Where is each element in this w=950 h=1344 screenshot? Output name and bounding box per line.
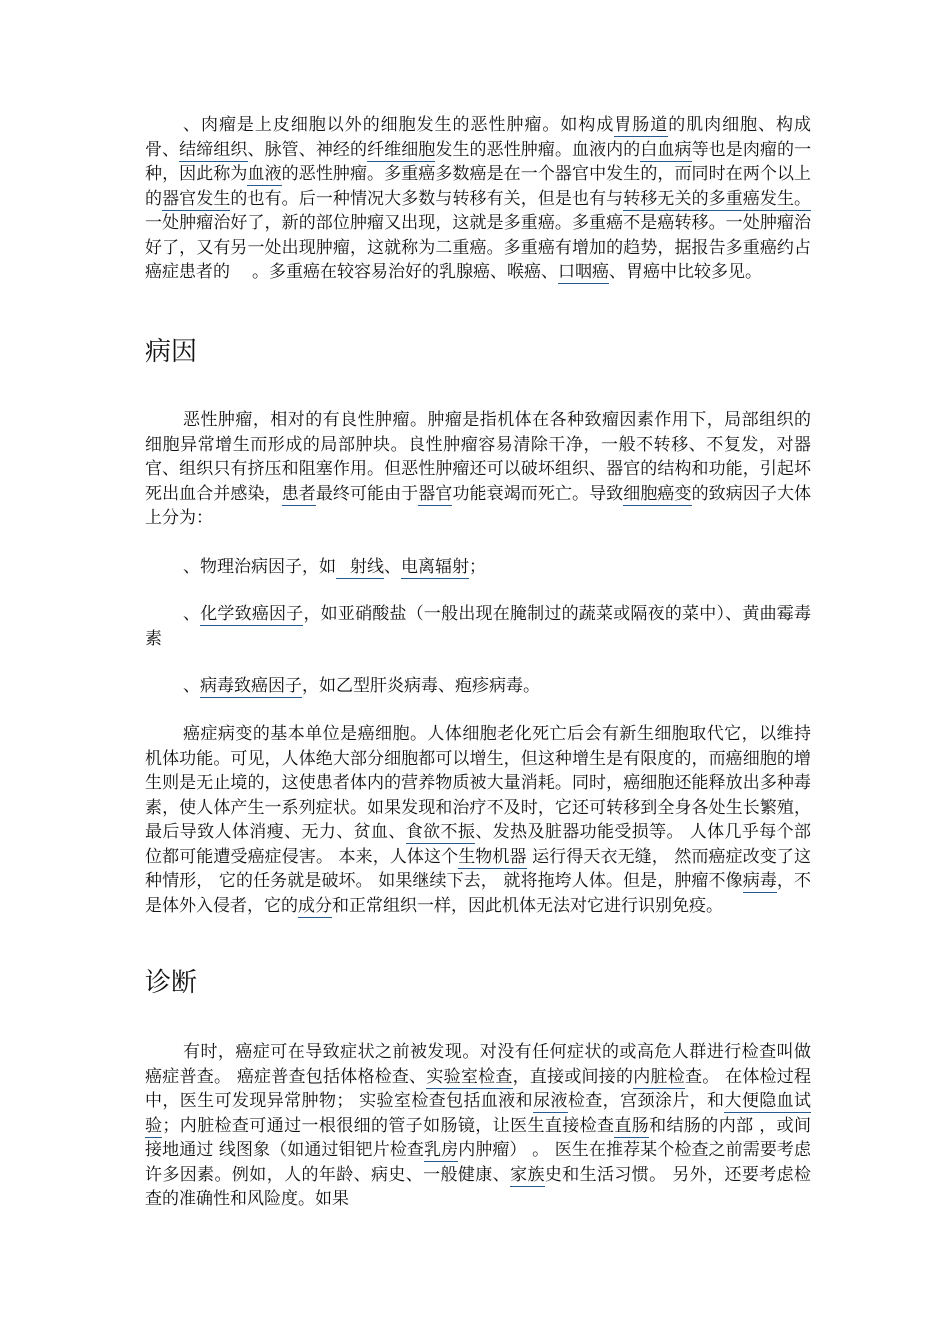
section-heading-diagnosis: 诊断 xyxy=(145,968,198,998)
link-organ-occurrence[interactable]: 器官发生 xyxy=(162,188,231,209)
text-run: ；内脏检查可通过一根很细的管子如肠镜，让医生直接检查 xyxy=(162,1115,615,1136)
link-ray-label: 射线 xyxy=(350,557,384,577)
link-connective-tissue[interactable]: 结缔组织 xyxy=(179,139,248,160)
text-run: ，如亚硝酸盐（一般出现在腌制过的蔬菜或隔夜的菜中）、黄曲霉毒素 xyxy=(145,604,812,649)
text-run: 、胃癌中比较多见。 xyxy=(609,262,762,282)
text-run: 发生的恶性肿瘤。血液内的 xyxy=(435,139,641,160)
text-run: 。多重癌在较容易治好的乳腺癌、喉癌、 xyxy=(252,262,558,282)
text-run: ，直接或间接的 xyxy=(512,1066,634,1087)
link-biological-machine[interactable]: 生物机器 xyxy=(458,846,527,867)
text-run: 史和生活习惯。 另外，还要考虑检查的准确性和风险度。如果 xyxy=(145,1164,812,1209)
text-run: 、物理治病因子，如 xyxy=(183,557,336,577)
link-component[interactable]: 成分 xyxy=(298,895,332,916)
cancer-cell-paragraph xyxy=(145,722,811,918)
text-run: 查。 在体检过程中，医生可发现异常肿物； 实验室检查包括血液和 xyxy=(145,1066,812,1111)
link-chemical-carcinogen[interactable]: 化学致癌因子 xyxy=(200,604,304,624)
text-run: 、 xyxy=(183,604,201,624)
link-fecal-occult-blood-test[interactable]: 大便隐血试验 xyxy=(145,1091,812,1136)
link-ray[interactable] xyxy=(336,557,384,579)
text-run: 、 xyxy=(384,557,401,577)
text-run: ，如乙型肝炎病毒、疱疹病毒。 xyxy=(302,676,540,696)
link-rectum[interactable]: 直肠 xyxy=(614,1115,650,1136)
text-run: 的致病因子大体上分为： xyxy=(145,483,812,528)
link-metastasis-independent[interactable]: 转移无关的多重癌发生。 xyxy=(623,188,812,209)
text-run: 、发热及脏器功能受损等。 人体几乎每个部位都可能遭受癌症侵害。 本来，人体这个 xyxy=(145,822,812,867)
text-run: 和正常组织一样，因此机体无法对它进行识别免疫。 xyxy=(332,895,723,916)
link-breast[interactable]: 乳房 xyxy=(424,1140,459,1160)
section-heading-etiology: 病因 xyxy=(145,337,198,367)
text-run: ； xyxy=(469,557,486,577)
diagnosis-paragraph xyxy=(145,1040,811,1212)
factor-item-viral xyxy=(145,674,811,699)
text-run: 、肉瘤是上皮细胞以外的细胞发生的恶性肿瘤。如构成 xyxy=(183,115,615,135)
intro-paragraph xyxy=(145,113,811,285)
link-family[interactable]: 家族 xyxy=(510,1164,545,1185)
text-run: 、脉管、神经的 xyxy=(247,139,368,160)
text-run: 最终可能由于 xyxy=(315,483,419,504)
text-run: 功能衰竭而死亡。导致 xyxy=(452,483,624,504)
etiology-paragraph xyxy=(145,408,811,531)
factor-item-chemical xyxy=(145,602,811,651)
text-run: 的肌肉细胞、构成骨、 xyxy=(145,115,812,160)
text-run: 癌症病变的基本单位是癌细胞。人体细胞老化死亡后会有新生细胞取代它，以维持机体功能。可见，人体绝大部分细胞都可以增生，但这种增生是有限度的，而癌细胞的增生则是无止境的，这使患者体内的营养物质被大量消耗。同时，癌细胞还能释放出多种毒素，使人体产生一系列症状。如果发现和治疗不及时，它还可转移到全身各处生长繁殖，最后导致人体消瘦、无力、贫血、 xyxy=(145,724,811,842)
link-gastrointestinal-tract[interactable]: 胃肠道 xyxy=(614,115,669,135)
link-anorexia[interactable]: 食欲不振 xyxy=(405,822,476,842)
text-run: 有时，癌症可在导致症状之前被发现。对没有任何症状的或高危人群进行检查叫做癌症普查。 癌症普查包括体格检查、 xyxy=(145,1042,811,1087)
link-lab-test[interactable]: 实验室检查 xyxy=(426,1066,513,1087)
link-virus[interactable]: 病毒 xyxy=(742,871,777,891)
factor-item-physical xyxy=(145,555,811,580)
link-blood[interactable]: 血液 xyxy=(247,164,282,184)
link-fibrocyte[interactable]: 纤维细胞 xyxy=(367,139,436,160)
link-leukemia[interactable]: 白血病 xyxy=(640,139,692,160)
text-run: 等也是肉瘤的一种，因此称为 xyxy=(145,139,812,184)
text-run: 内肿瘤） 。 医生在推荐某个检查之前需要考虑许多因素。例如，人的年龄、病史、一般健康、 xyxy=(145,1140,812,1185)
text-run: 运行得天衣无缝， 然而癌症改变了这种情形， 它的任务就是破坏。 如果继续下去， 就将拖垮人体。但是，肿瘤不像 xyxy=(145,846,812,891)
text-run: 的也有。后一种情况大多数与转移有关，但是也有与 xyxy=(230,188,624,209)
link-cell-canceration[interactable]: 细胞癌变 xyxy=(623,483,692,504)
text-run: 一处肿瘤治好了，新的部位肿瘤又出现，这就是多重癌。多重癌不是癌转移。一处肿瘤治好了，又有另一处出现肿瘤，这就称为二重癌。多重癌有增加的趋势，据报告多重癌约占癌症患者的 xyxy=(145,213,811,282)
link-visceral-exam[interactable]: 内脏检 xyxy=(633,1066,685,1087)
link-organ[interactable]: 器官 xyxy=(418,483,453,504)
text-run: 、 xyxy=(183,676,200,696)
text-run: 和结肠的内部 ，或间接地通过 线图象（如通过钼钯片检查 xyxy=(145,1115,812,1160)
link-oropharyngeal-cancer[interactable]: 口咽癌 xyxy=(558,262,609,282)
link-viral-carcinogen[interactable]: 病毒致癌因子 xyxy=(200,676,302,696)
text-run: 检查，宫颈涂片，和 xyxy=(567,1091,725,1111)
link-ionizing-radiation[interactable]: 电离辐射 xyxy=(401,557,469,577)
text-run: ，不是体外入侵者，它的 xyxy=(145,871,812,916)
text-run: 恶性肿瘤，相对的有良性肿瘤。肿瘤是指机体在各种致瘤因素作用下，局部组织的细胞异常增生而形成的局部肿块。良性肿瘤容易清除干净，一般不转移、不复发，对器官、组织只有挤压和阻塞作用。但恶性肿瘤还可以破坏组织、器官的结构和功能，引起坏死出血合并感染， xyxy=(145,410,811,504)
link-urine[interactable]: 尿液 xyxy=(533,1091,568,1111)
link-patient[interactable]: 患者 xyxy=(281,483,316,504)
text-run: 的恶性肿瘤。多重癌多数癌是在一个器官中发生的，而同时在两个以上的 xyxy=(145,164,812,209)
